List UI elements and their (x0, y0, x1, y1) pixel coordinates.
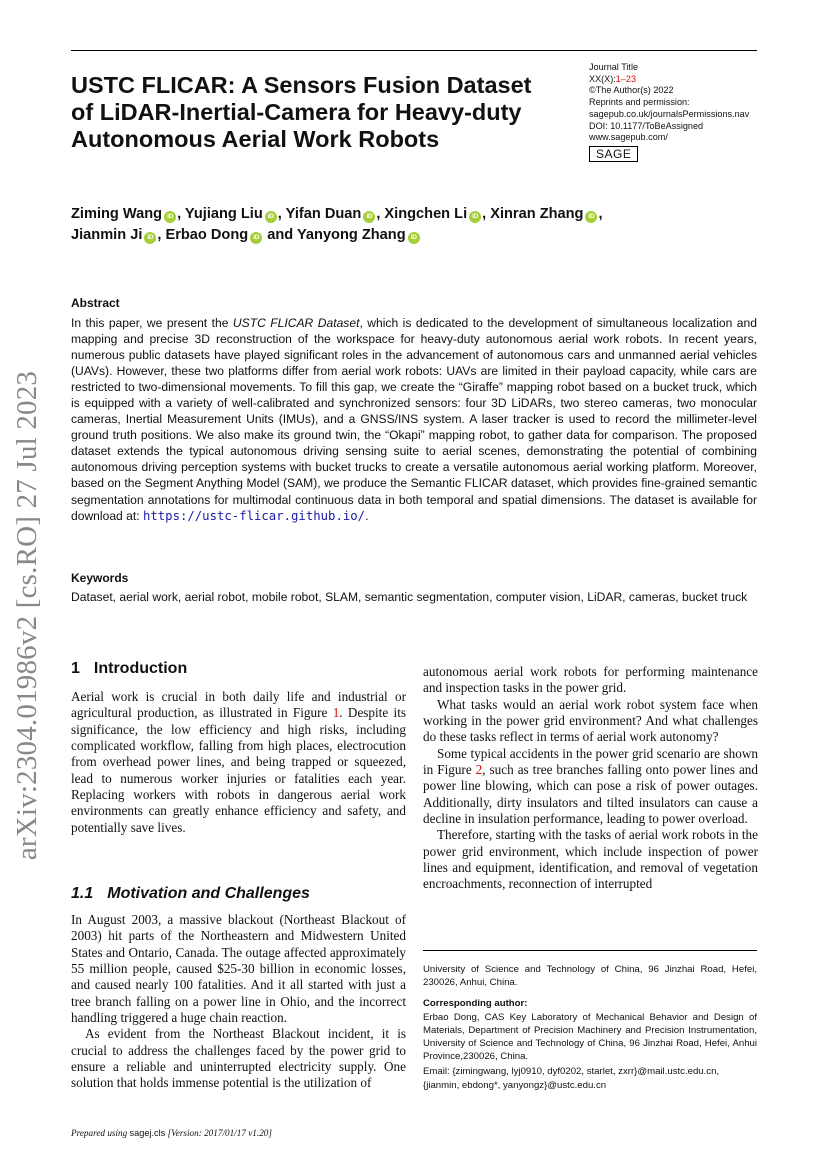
pages-link[interactable]: 1–23 (615, 73, 637, 84)
prepared-using-footer: Prepared using sagej.cls [Version: 2017/01/17 v1.20] (71, 1128, 272, 1138)
paragraph: Some typical accidents in the power grid scenario are shown in Figure 2, such as tree branches falling onto power lines and power line blowing, which can pose a risk of power outages. Additionally, dirty insulators and tilted insulators can cause a decline in insulation performance, leading to power overload. (423, 745, 758, 827)
doi: DOI: 10.1177/ToBeAssigned (589, 120, 704, 131)
keywords-text: Dataset, aerial work, aerial robot, mobile robot, SLAM, semantic segmentation, computer vision, LiDAR, cameras, bucket truck (71, 590, 748, 604)
copyright: ©The Author(s) 2022 (589, 85, 674, 96)
paragraph: Therefore, starting with the tasks of aerial work robots in the power grid environment, which include inspection of power lines and equipment, identification, and removal of vegetation encroachments, reconnection of interrupted (423, 827, 758, 892)
orcid-icon[interactable]: iD (250, 232, 262, 244)
author-list (71, 204, 771, 246)
affiliation: University of Science and Technology of China, 96 Jinzhai Road, Hefei, 230026, Anhui, China. (423, 964, 757, 989)
journal-title: Journal Title (589, 62, 639, 72)
orcid-icon[interactable]: iD (144, 232, 156, 244)
author: Yifan Duan iD , (285, 206, 385, 222)
dataset-name: USTC FLICAR Dataset (232, 316, 360, 330)
permissions-url: sagepub.co.uk/journalsPermissions.nav (589, 108, 750, 119)
figure-2-ref-link[interactable]: 2 (475, 762, 483, 778)
journal-volume: XX(X):1–23 (589, 73, 637, 84)
website: www.sagepub.com/ (589, 132, 668, 143)
journal-info (589, 62, 779, 162)
abstract-text: In this paper, we present the USTC FLICAR Dataset, which is dedicated to the development of simultaneous localization and mapping and precise 3D reconstruction of the workspace for heavy-duty autonomous aerial work robots. In recent years, numerous public datasets have played significant roles in the advancement of autonomous cars and unmanned aerial vehicles (UAVs). However, these two platforms differ from aerial work robots: UAVs are limited in their payload capacity, while cars are restricted to two-dimensional movements. To fill this gap, we create the “Giraffe” mapping robot based on a bucket truck, which is equipped with a variety of well-calibrated and synchronized sensors: four 3D LiDARs, two stereo cameras, two monocular cameras, Inertial Measurement Units (IMUs), and a GNSS/INS system. A laser tracker is used to record the millimeter-level ground truth positions. We also make its ground twin, the “Okapi” mapping robot, to gather data for comparison. The proposed dataset extends the typical autonomous driving sensing suite to aerial scenes, demonstrating the potential of combining autonomous driving perception systems with bucket trucks to create a versatile autonomous aerial working platform. Moreover, based on the Segment Anything Model (SAM), we produce the Semantic FLICAR dataset, which provides fine-grained semantic segmentation annotations for multimodal continuous data in both temporal and spatial dimensions. The dataset is available for download at: https://ustc-flicar.github.io/. (71, 316, 757, 523)
reprints-label: Reprints and permission: (589, 97, 690, 108)
author: Xingchen Li iD , (384, 206, 491, 222)
left-column-intro (71, 689, 406, 836)
keywords-heading: Keywords (71, 571, 129, 585)
corresponding-author-text: Erbao Dong, CAS Key Laboratory of Mechanical Behavior and Design of Materials, Department of Precision Machinery and Precision Instrumentation, University of Science and Technology of China, 96 Jinzhai Road, Hefei, Anhui Province,230026, China. (423, 1011, 757, 1063)
subsection-heading-motivation: 1.1 Motivation and Challenges (71, 885, 310, 902)
top-rule (71, 50, 757, 51)
paragraph: What tasks would an aerial work robot system face when working in the power grid environment? And what challenges do these tasks reflect in terms of aerial work autonomy? (423, 696, 758, 745)
right-column (423, 664, 758, 893)
orcid-icon[interactable]: iD (265, 211, 277, 223)
abstract-heading: Abstract (71, 296, 120, 310)
sage-logo: SAGE (589, 146, 638, 162)
orcid-icon[interactable]: iD (469, 211, 481, 223)
left-column-motivation (71, 912, 406, 1092)
author: Ziming Wang iD , (71, 206, 185, 222)
author: Yanyong Zhang iD (297, 227, 421, 243)
paragraph: In August 2003, a massive blackout (Northeast Blackout of 2003) hit parts of the Northeastern and Midwestern United States and Ontario, Canada. The outage affected approximately 55 million people, caused $25-30 billion in economic losses, and caused nearly 100 fatalities. And it all started with just a tree branch falling on a power line in Ohio, and the incorrect handling triggered a huge chain reaction. (71, 912, 406, 1026)
email-line: {jianmin, ebdong*, yanyongz}@ustc.edu.cn (423, 1079, 607, 1091)
orcid-icon[interactable]: iD (363, 211, 375, 223)
footnotes (423, 963, 757, 1092)
arxiv-stamp: arXiv:2304.01986v2 [cs.RO] 27 Jul 2023 (11, 370, 44, 860)
paper-title: USTC FLICAR: A Sensors Fusion Dataset of LiDAR-Inertial-Camera for Heavy-duty Autonomous Aerial Work Robots (71, 72, 532, 152)
paragraph: autonomous aerial work robots for performing maintenance and inspection tasks in the power grid. (423, 664, 758, 696)
orcid-icon[interactable]: iD (408, 232, 420, 244)
paragraph: As evident from the Northeast Blackout incident, it is crucial to address the challenges faced by the power grid to ensure a reliable and uninterrupted electricity supply. One solution that holds immense potential is the utilization of (71, 1026, 406, 1091)
orcid-icon[interactable]: iD (164, 211, 176, 223)
section-heading-introduction: 1 Introduction (71, 660, 188, 677)
paragraph: Aerial work is crucial in both daily life and industrial or agricultural production, as illustrated in Figure 1. Despite its significance, the low efficiency and high risks, including complicated workflow, falling from high places, electrocution from overhead power lines, and being trapped or squeezed, lead to numerous worker injuries or fatalities each year. Replacing workers with robots in dangerous aerial work environments can greatly enhance efficiency and safety, and potentially save lives. (71, 689, 407, 835)
corresponding-author-heading: Corresponding author: (423, 998, 528, 1010)
figure-1-ref-link[interactable]: 1 (332, 705, 340, 721)
footnote-rule (423, 950, 757, 951)
dataset-url-link[interactable]: https://ustc-flicar.github.io/ (142, 508, 366, 523)
author: Yujiang Liu iD , (184, 206, 286, 222)
author: Xinran Zhang iD , (490, 206, 603, 222)
author: Erbao Dong iD and (165, 227, 297, 243)
author: Jianmin Ji iD , (71, 227, 166, 243)
email-line: Email: {zimingwang, lyj0910, dyf0202, starlet, zxrr}@mail.ustc.edu.cn, (423, 1066, 720, 1078)
orcid-icon[interactable]: iD (585, 211, 597, 223)
